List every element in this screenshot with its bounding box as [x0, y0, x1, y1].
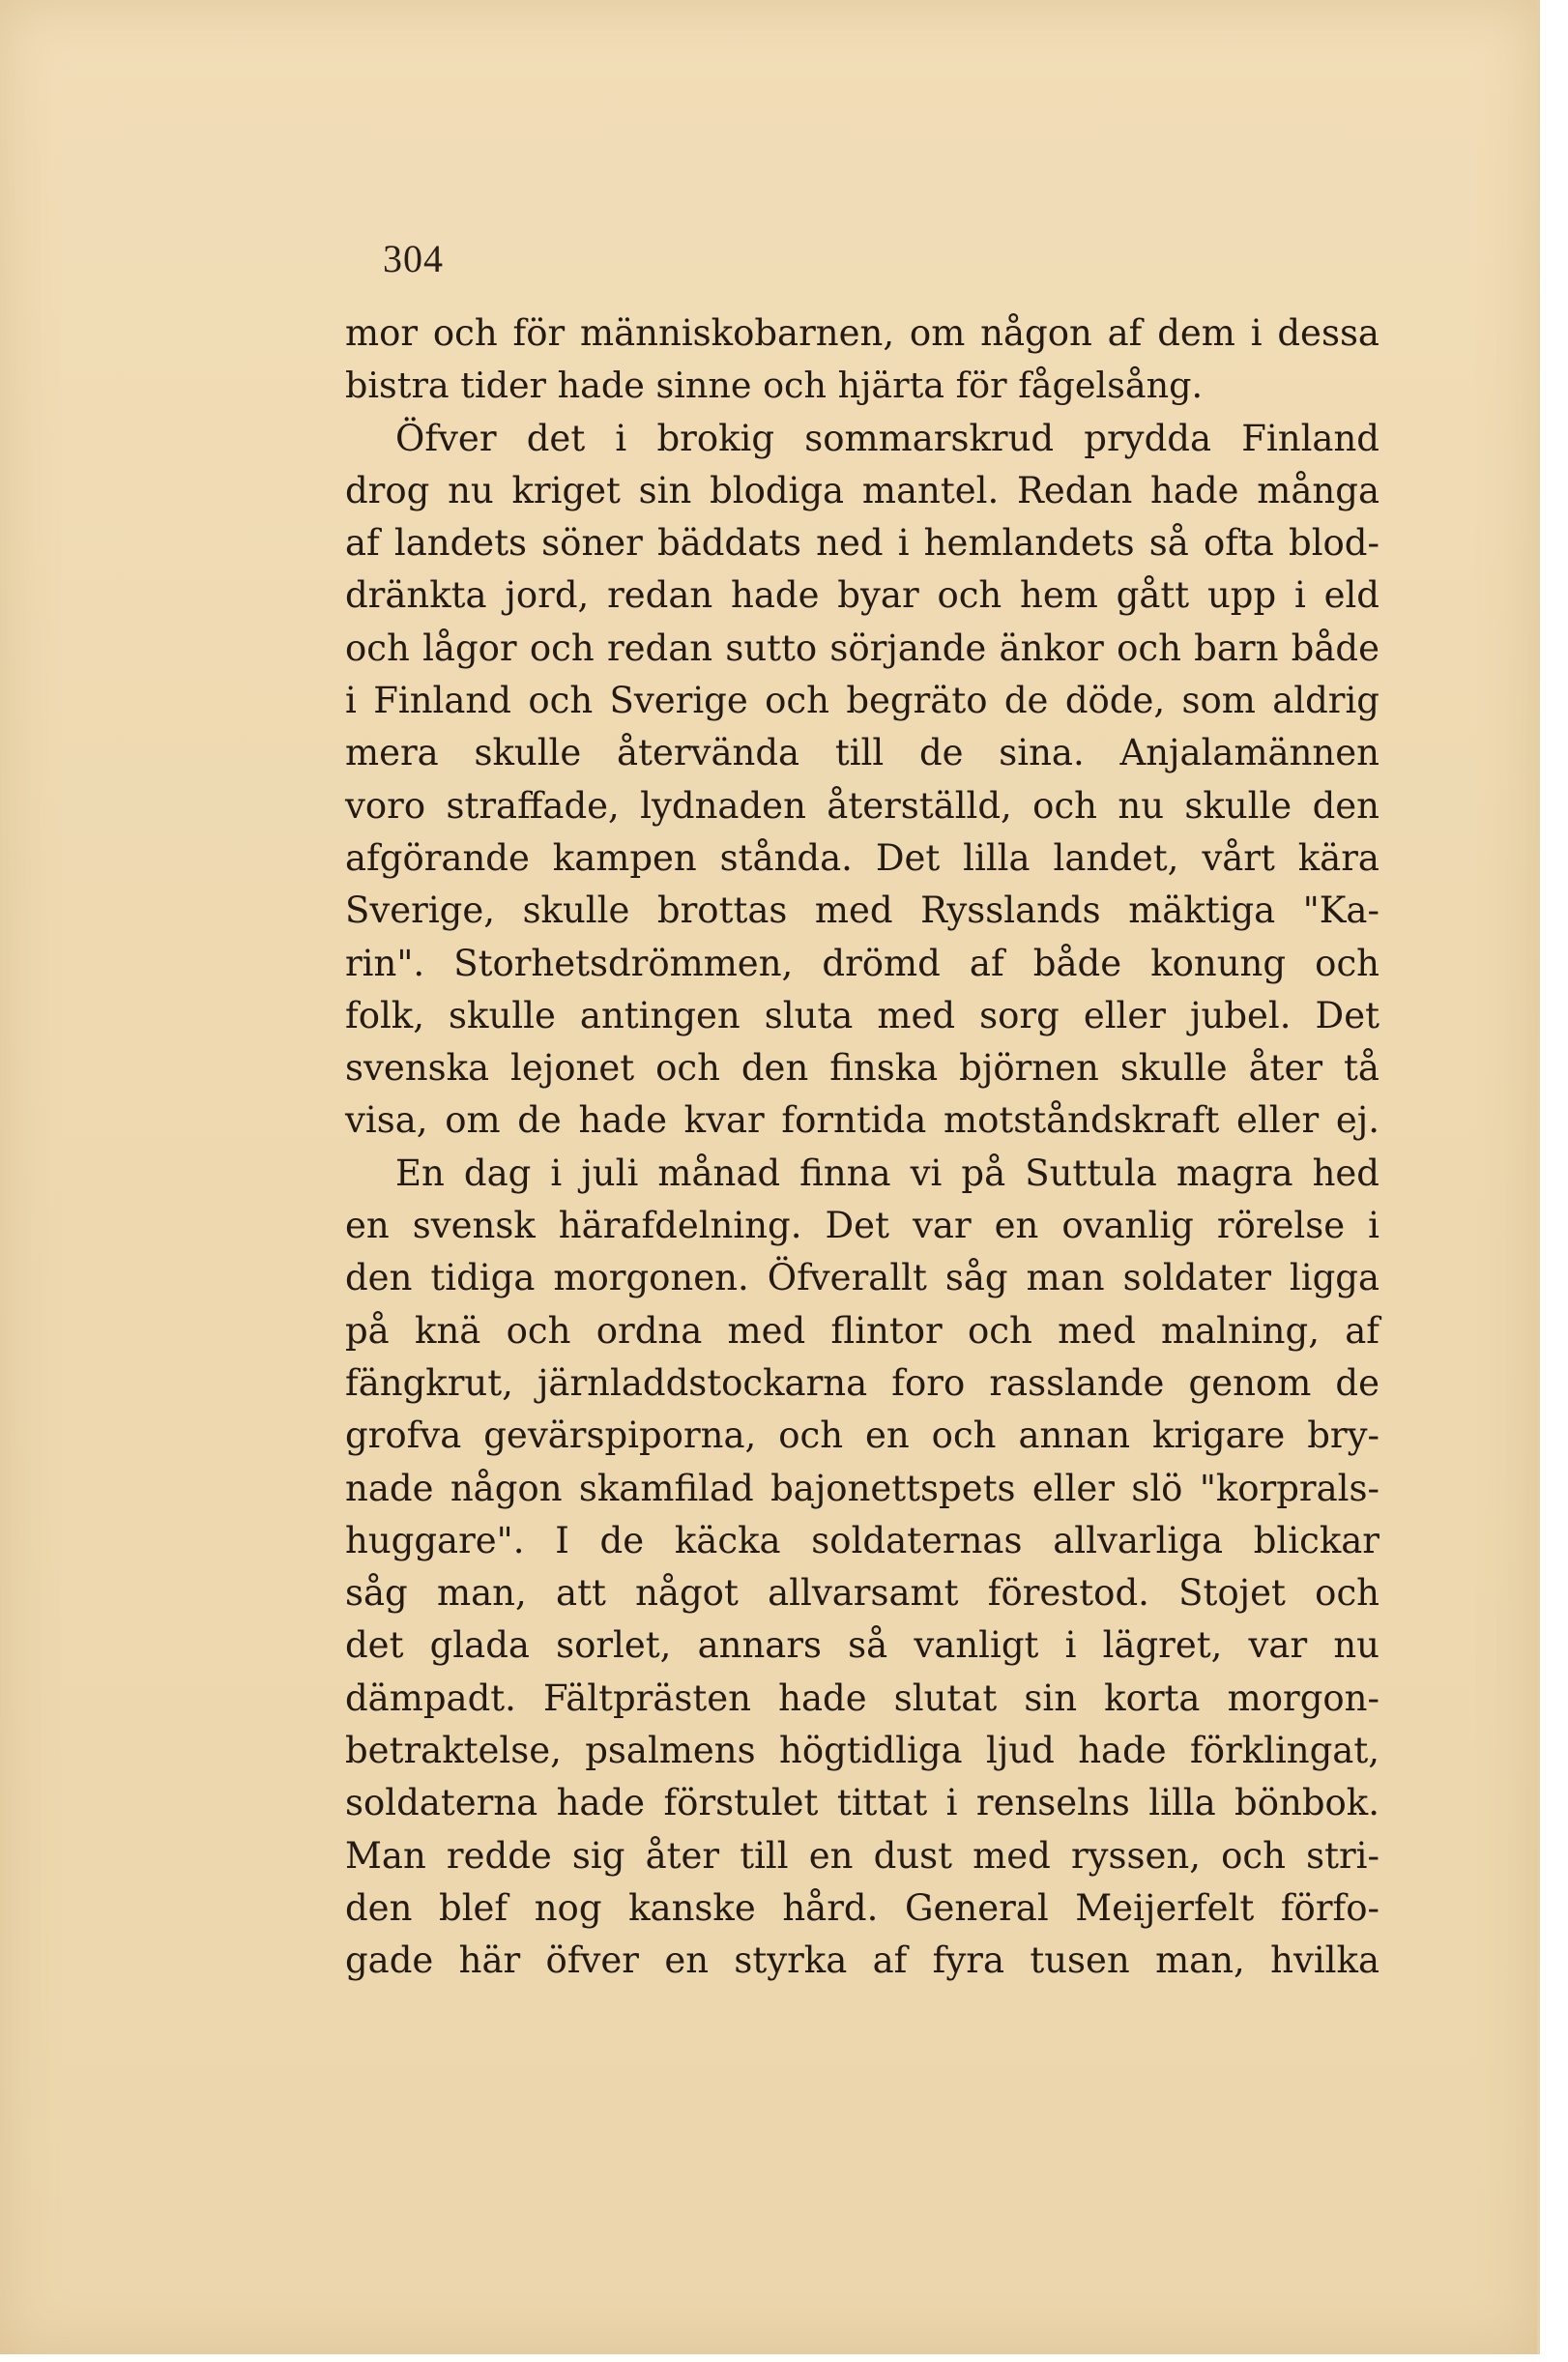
- text-line: En dag i juli månad finna vi på Suttula magra hed: [395, 1152, 1379, 1194]
- text-line: en svensk härafdelning. Det var en ovanlig rörelse i: [345, 1205, 1379, 1247]
- text-line: nade någon skamfilad bajonettspets eller slö "korprals-: [345, 1467, 1379, 1509]
- text-line: folk, skulle antingen sluta med sorg eller jubel. Det: [345, 994, 1379, 1036]
- text-line: det glada sorlet, annars så vanligt i lägret, var nu: [345, 1624, 1379, 1667]
- text-line: bistra tider hade sinne och hjärta för fågelsång.: [345, 365, 1204, 407]
- text-line: dämpadt. Fältprästen hade slutat sin korta morgon-: [345, 1677, 1379, 1719]
- text-line: af landets söner bäddats ned i hemlandets så ofta blod-: [345, 522, 1379, 565]
- text-line: visa, om de hade kvar forntida motståndskraft eller ej.: [345, 1099, 1379, 1142]
- text-line: mera skulle återvända till de sina. Anjalamännen: [345, 732, 1379, 774]
- text-line: gade här öfver en styrka af fyra tusen man, hvilka: [345, 1939, 1379, 1982]
- text-line: på knä och ordna med flintor och med malning, af: [345, 1309, 1379, 1352]
- text-line: huggare". I de käcka soldaternas allvarliga blickar: [345, 1519, 1379, 1561]
- text-line: i Finland och Sverige och begräto de döde, som aldrig: [345, 680, 1379, 722]
- text-line: svenska lejonet och den finska björnen skulle åter tå: [345, 1047, 1379, 1090]
- text-line: grofva gevärspiporna, och en och annan krigare bry-: [345, 1414, 1379, 1457]
- text-line: mor och för människobarnen, om någon af dem i dessa: [345, 312, 1379, 354]
- text-line: den tidiga morgonen. Öfverallt såg man soldater ligga: [345, 1257, 1379, 1299]
- text-line: Öfver det i brokig sommarskrud prydda Finland: [395, 417, 1379, 459]
- text-line: Sverige, skulle brottas med Rysslands mäktiga "Ka-: [345, 889, 1379, 932]
- text-line: voro straffade, lydnaden återställd, och nu skulle den: [345, 784, 1379, 827]
- text-line: drog nu kriget sin blodiga mantel. Redan hade många: [345, 469, 1379, 511]
- text-line: betraktelse, psalmens högtidliga ljud hade förklingat,: [345, 1730, 1379, 1772]
- text-line: den blef nog kanske hård. General Meijerfelt förfo-: [345, 1886, 1379, 1929]
- text-line: såg man, att något allvarsamt förestod. Stojet och: [345, 1572, 1379, 1615]
- text-line: dränkta jord, redan hade byar och hem gått upp i eld: [345, 574, 1379, 617]
- body-text: [345, 307, 1379, 1988]
- text-line: Man redde sig åter till en dust med ryssen, och stri-: [345, 1834, 1379, 1877]
- text-line: afgörande kampen stånda. Det lilla landet, vårt kära: [345, 836, 1379, 879]
- text-line: rin". Storhetsdrömmen, drömd af både konung och: [345, 942, 1379, 984]
- text-line: och lågor och redan sutto sörjande änkor och barn både: [345, 627, 1379, 669]
- page-number: 304: [383, 237, 444, 280]
- text-line: fängkrut, järnladdstockarna foro rasslande genom de: [345, 1361, 1379, 1404]
- text-line: soldaterna hade förstulet tittat i renselns lilla bönbok.: [345, 1782, 1379, 1824]
